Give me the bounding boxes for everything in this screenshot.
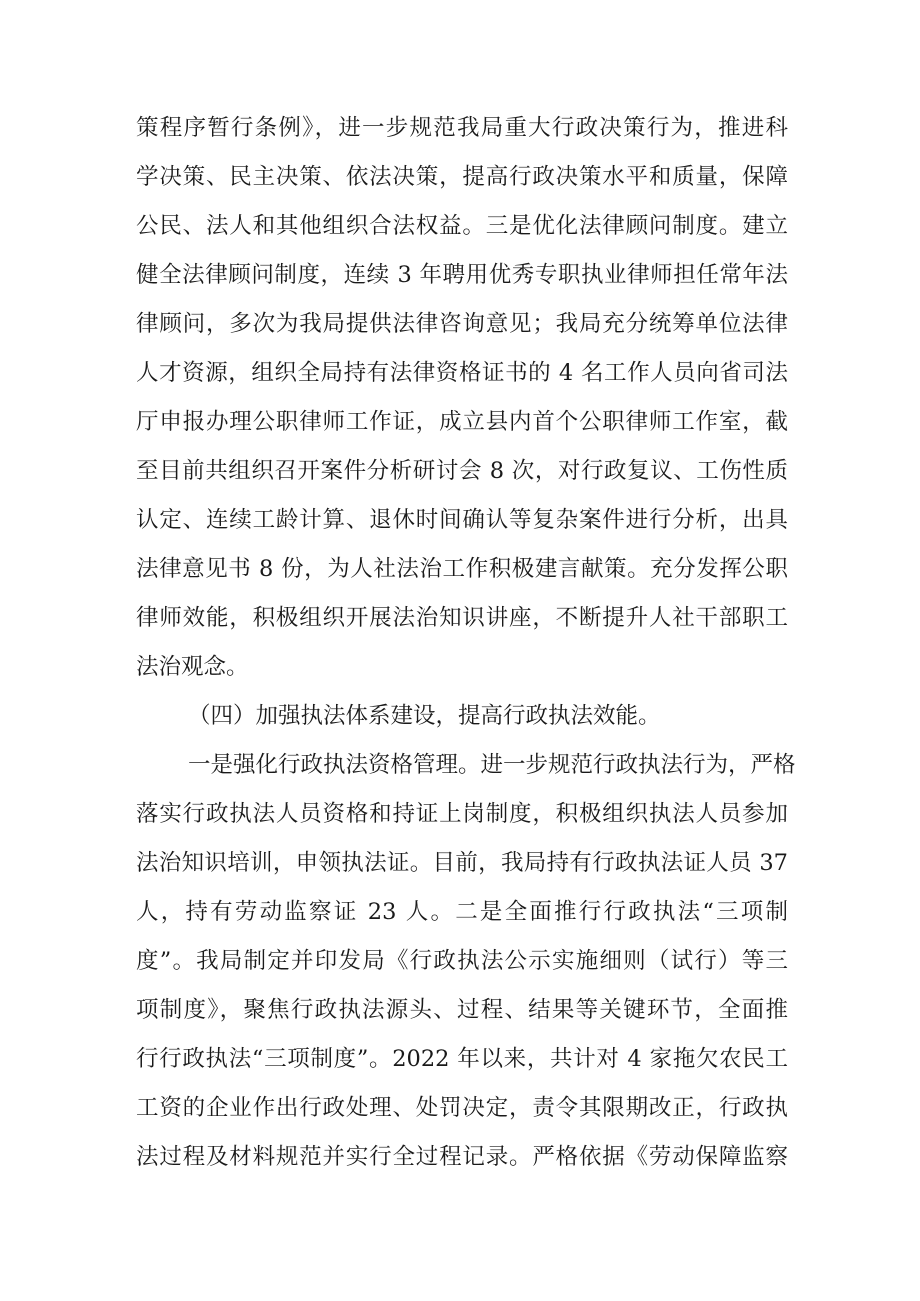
paragraph-line: 律师效能，积极组织开展法治知识讲座，不断提升人社干部职工: [136, 605, 788, 631]
paragraph-line: 律顾问，多次为我局提供法律咨询意见；我局充分统筹单位法律: [136, 311, 788, 337]
paragraph-line: 认定、连续工龄计算、退休时间确认等复杂案件进行分析，出具: [136, 507, 788, 533]
paragraph-line: 度”。我局制定并印发局《行政执法公示实施细则（试行）等三: [136, 948, 788, 974]
paragraph-line: 健全法律顾问制度，连续 3 年聘用优秀专职执业律师担任常年法: [136, 262, 788, 288]
paragraph-line: 厅申报办理公职律师工作证，成立县内首个公职律师工作室，截: [136, 409, 788, 435]
paragraph-line: 行行政执法“三项制度”。2022 年以来，共计对 4 家拖欠农民工: [136, 1046, 788, 1072]
section-heading: （四）加强执法体系建设，提高行政执法效能。: [188, 703, 661, 729]
paragraph-line: 至目前共组织召开案件分析研讨会 8 次，对行政复议、工伤性质: [136, 458, 788, 484]
paragraph-line: 策程序暂行条例》，进一步规范我局重大行政决策行为，推进科: [136, 115, 788, 141]
paragraph-line: 一是强化行政执法资格管理。进一步规范行政执法行为，严格: [188, 752, 796, 778]
paragraph-line: 法过程及材料规范并实行全过程记录。严格依据《劳动保障监察: [136, 1144, 788, 1170]
paragraph-line: 学决策、民主决策、依法决策，提高行政决策水平和质量，保障: [136, 164, 788, 190]
paragraph-line: 工资的企业作出行政处理、处罚决定，责令其限期改正，行政执: [136, 1095, 788, 1121]
paragraph-line: 法律意见书 8 份，为人社法治工作积极建言献策。充分发挥公职: [136, 556, 788, 582]
paragraph-line: 人，持有劳动监察证 23 人。二是全面推行行政执法“三项制: [136, 899, 788, 925]
paragraph-line: 法治知识培训，申领执法证。目前，我局持有行政执法证人员 37: [136, 850, 788, 876]
paragraph-line: 法治观念。: [136, 654, 249, 680]
paragraph-line: 落实行政执法人员资格和持证上岗制度，积极组织执法人员参加: [136, 801, 788, 827]
paragraph-line: 人才资源，组织全局持有法律资格证书的 4 名工作人员向省司法: [136, 360, 788, 386]
paragraph-line: 项制度》，聚焦行政执法源头、过程、结果等关键环节，全面推: [136, 997, 788, 1023]
paragraph-line: 公民、法人和其他组织合法权益。三是优化法律顾问制度。建立: [136, 213, 788, 239]
